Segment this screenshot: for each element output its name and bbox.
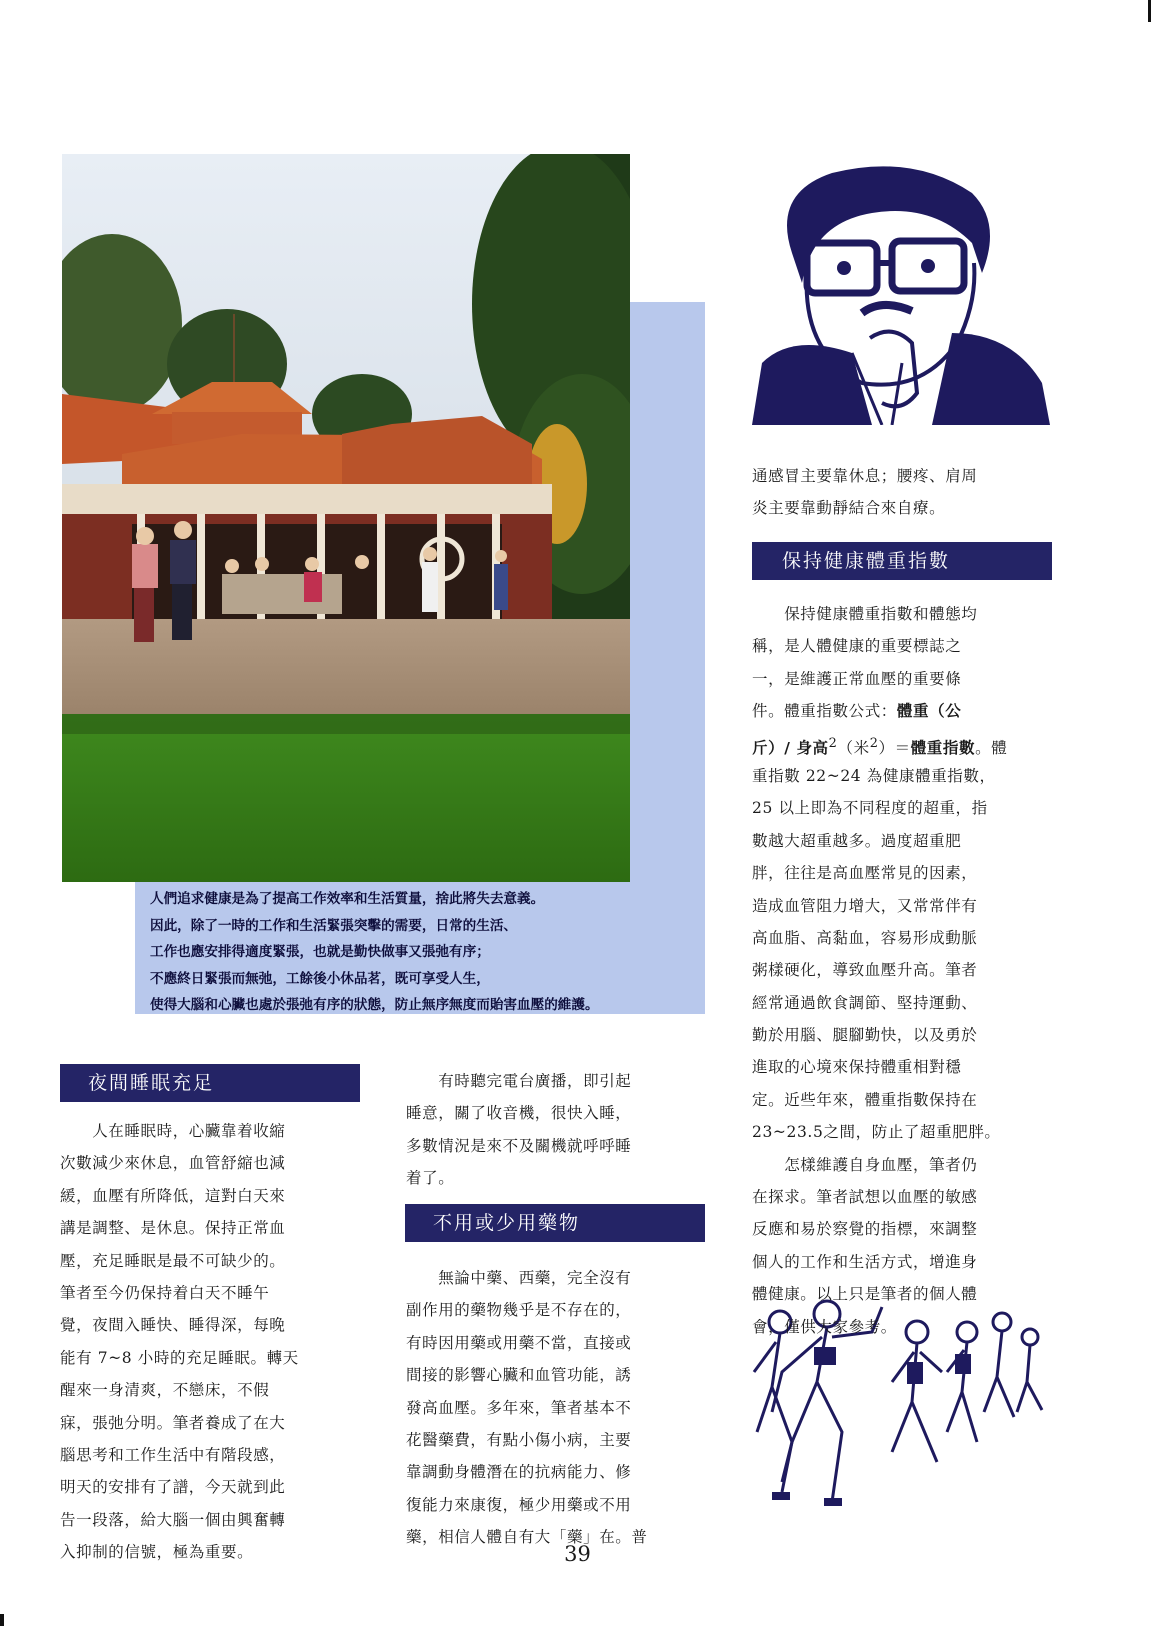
text-line: 稱，是人體健康的重要標誌之	[752, 637, 962, 656]
text-line: 有時聽完電台廣播，即引起	[406, 1072, 632, 1090]
formula-line-1	[752, 695, 1057, 727]
text-line: 高血脂、高黏血，容易形成動脈	[752, 928, 978, 947]
text-line: 勤於用腦、腿腳勤快，以及勇於	[752, 1026, 978, 1045]
text-line: 發高血壓。多年來，筆者基本不	[406, 1398, 632, 1417]
text-line: 炎主要靠動靜結合來自療。	[752, 499, 946, 518]
text-line: 多數情況是來不及關機就呼呼睡	[406, 1136, 632, 1155]
formula-unit: （米	[837, 738, 870, 757]
radio-body-text	[406, 1065, 706, 1195]
text-line: 怎樣維護自身血壓，筆者仍	[752, 1155, 978, 1174]
photo-caption	[150, 886, 698, 1019]
section-heading-medicine: 不用或少用藥物	[405, 1204, 705, 1242]
text-line: 寐，張弛分明。筆者養成了在大	[60, 1413, 286, 1432]
text-line: 經常通過飲食調節、堅持運動、	[752, 993, 978, 1012]
text-line: 會，僅供大家參考。	[752, 1317, 897, 1336]
text-line: 個人的工作和生活方式，增進身	[752, 1252, 978, 1271]
cold-treatment-text	[752, 460, 1057, 525]
section-heading-sleep: 夜間睡眠充足	[60, 1064, 360, 1102]
text-line: 筆者至今仍保持着白天不睡午	[60, 1283, 270, 1302]
text-line: 花醫藥費，有點小傷小病，主要	[406, 1430, 632, 1449]
text-line: 25 以上即為不同程度的超重，指	[752, 799, 988, 818]
text-line: 講是調整、是休息。保持正常血	[60, 1219, 286, 1238]
formula-prefix: 件。體重指數公式：	[752, 702, 897, 721]
text-line: 着了。	[406, 1169, 455, 1188]
text-line: 23~23.5之間，防止了超重肥胖。	[752, 1123, 1001, 1142]
text-line: 人在睡眠時，心臟靠着收縮	[60, 1122, 286, 1140]
text-line: 覺，夜間入睡快、睡得深，每晚	[60, 1316, 286, 1335]
formula-superscript: 2	[828, 735, 838, 751]
formula-result: 體重指數	[910, 738, 976, 757]
text-line: 數越大超重越多。過度超重肥	[752, 831, 962, 850]
formula-line-2	[752, 728, 1057, 760]
text-line: 有時因用藥或用藥不當，直接或	[406, 1333, 632, 1352]
caption-line: 工作也應安排得適度緊張，也就是勤快做事又張弛有序；	[150, 944, 490, 960]
text-line: 無論中藥、西藥，完全沒有	[406, 1269, 632, 1287]
pavilion-photo	[62, 154, 630, 882]
text-line: 靠調動身體潛在的抗病能力、修	[406, 1463, 632, 1482]
thinking-man-illustration	[752, 163, 1050, 425]
text-line: 藥，相信人體自有大「藥」在。普	[406, 1528, 648, 1547]
caption-line: 使得大腦和心臟也處於張弛有序的狀態，防止無序無度而貽害血壓的維護。	[150, 997, 599, 1013]
scan-edge-mark	[1148, 0, 1151, 22]
text-line: 重指數 22~24 為健康體重指數，	[752, 766, 996, 785]
page-number: 39	[564, 1542, 591, 1566]
section-heading-weight: 保持健康體重指數	[752, 542, 1052, 580]
text-line: 能有 7~8 小時的充足睡眠。轉天	[60, 1348, 299, 1367]
formula-superscript: 2	[869, 735, 879, 751]
text-line: 保持健康體重指數和體態均	[752, 605, 978, 623]
text-line: 次數減少來休息，血管舒縮也減	[60, 1154, 286, 1173]
text-line: 粥樣硬化，導致血壓升高。筆者	[752, 961, 978, 980]
weight-body-text	[752, 598, 1057, 1343]
text-line: 緩，血壓有所降低，這對白天來	[60, 1186, 286, 1205]
text-line: 壓，充足睡眠是最不可缺少的。	[60, 1251, 286, 1270]
text-line: 告一段落，給大腦一個由興奮轉	[60, 1510, 286, 1529]
sleep-body-text	[60, 1115, 365, 1568]
text-line: 間接的影響心臟和血管功能，誘	[406, 1366, 632, 1385]
text-line: 醒來一身清爽，不戀床，不假	[60, 1381, 270, 1400]
text-line: 通感冒主要靠休息；腰疼、肩周	[752, 467, 978, 485]
text-line: 明天的安排有了譜，今天就到此	[60, 1478, 286, 1497]
formula-weight: 體重（公	[896, 702, 962, 721]
text-line: 體健康。以上只是筆者的個人體	[752, 1285, 978, 1304]
text-line: 睡意，關了收音機，很快入睡，	[406, 1104, 632, 1123]
formula-suffix: 。體	[975, 738, 1008, 757]
text-line: 入抑制的信號，極為重要。	[60, 1543, 254, 1562]
text-line: 一，是維護正常血壓的重要條	[752, 669, 962, 688]
caption-line: 因此，除了一時的工作和生活緊張突擊的需要，日常的生活、	[150, 917, 518, 934]
medicine-body-text	[406, 1262, 706, 1554]
text-line: 反應和易於察覺的指標，來調整	[752, 1220, 978, 1239]
text-line: 造成血管阻力增大，又常常伴有	[752, 896, 978, 915]
text-line: 胖，往往是高血壓常見的因素，	[752, 864, 978, 883]
text-line: 復能力來康復，極少用藥或不用	[406, 1495, 632, 1514]
text-line: 定。近些年來，體重指數保持在	[752, 1090, 978, 1109]
text-line: 副作用的藥物幾乎是不存在的，	[406, 1301, 632, 1320]
formula-equals: ）＝	[878, 738, 911, 757]
formula-height: 斤）/ 身高	[752, 738, 829, 757]
caption-line: 人們追求健康是為了提高工作效率和生活質量，捨此將失去意義。	[150, 891, 545, 907]
caption-line: 不應終日緊張而無弛，工餘後小休品茗，既可享受人生，	[150, 970, 490, 987]
text-line: 腦思考和工作生活中有階段感，	[60, 1445, 286, 1464]
scan-edge-mark	[0, 1614, 4, 1626]
text-line: 進取的心境來保持體重相對穩	[752, 1058, 962, 1077]
text-line: 在探求。筆者試想以血壓的敏感	[752, 1188, 978, 1207]
